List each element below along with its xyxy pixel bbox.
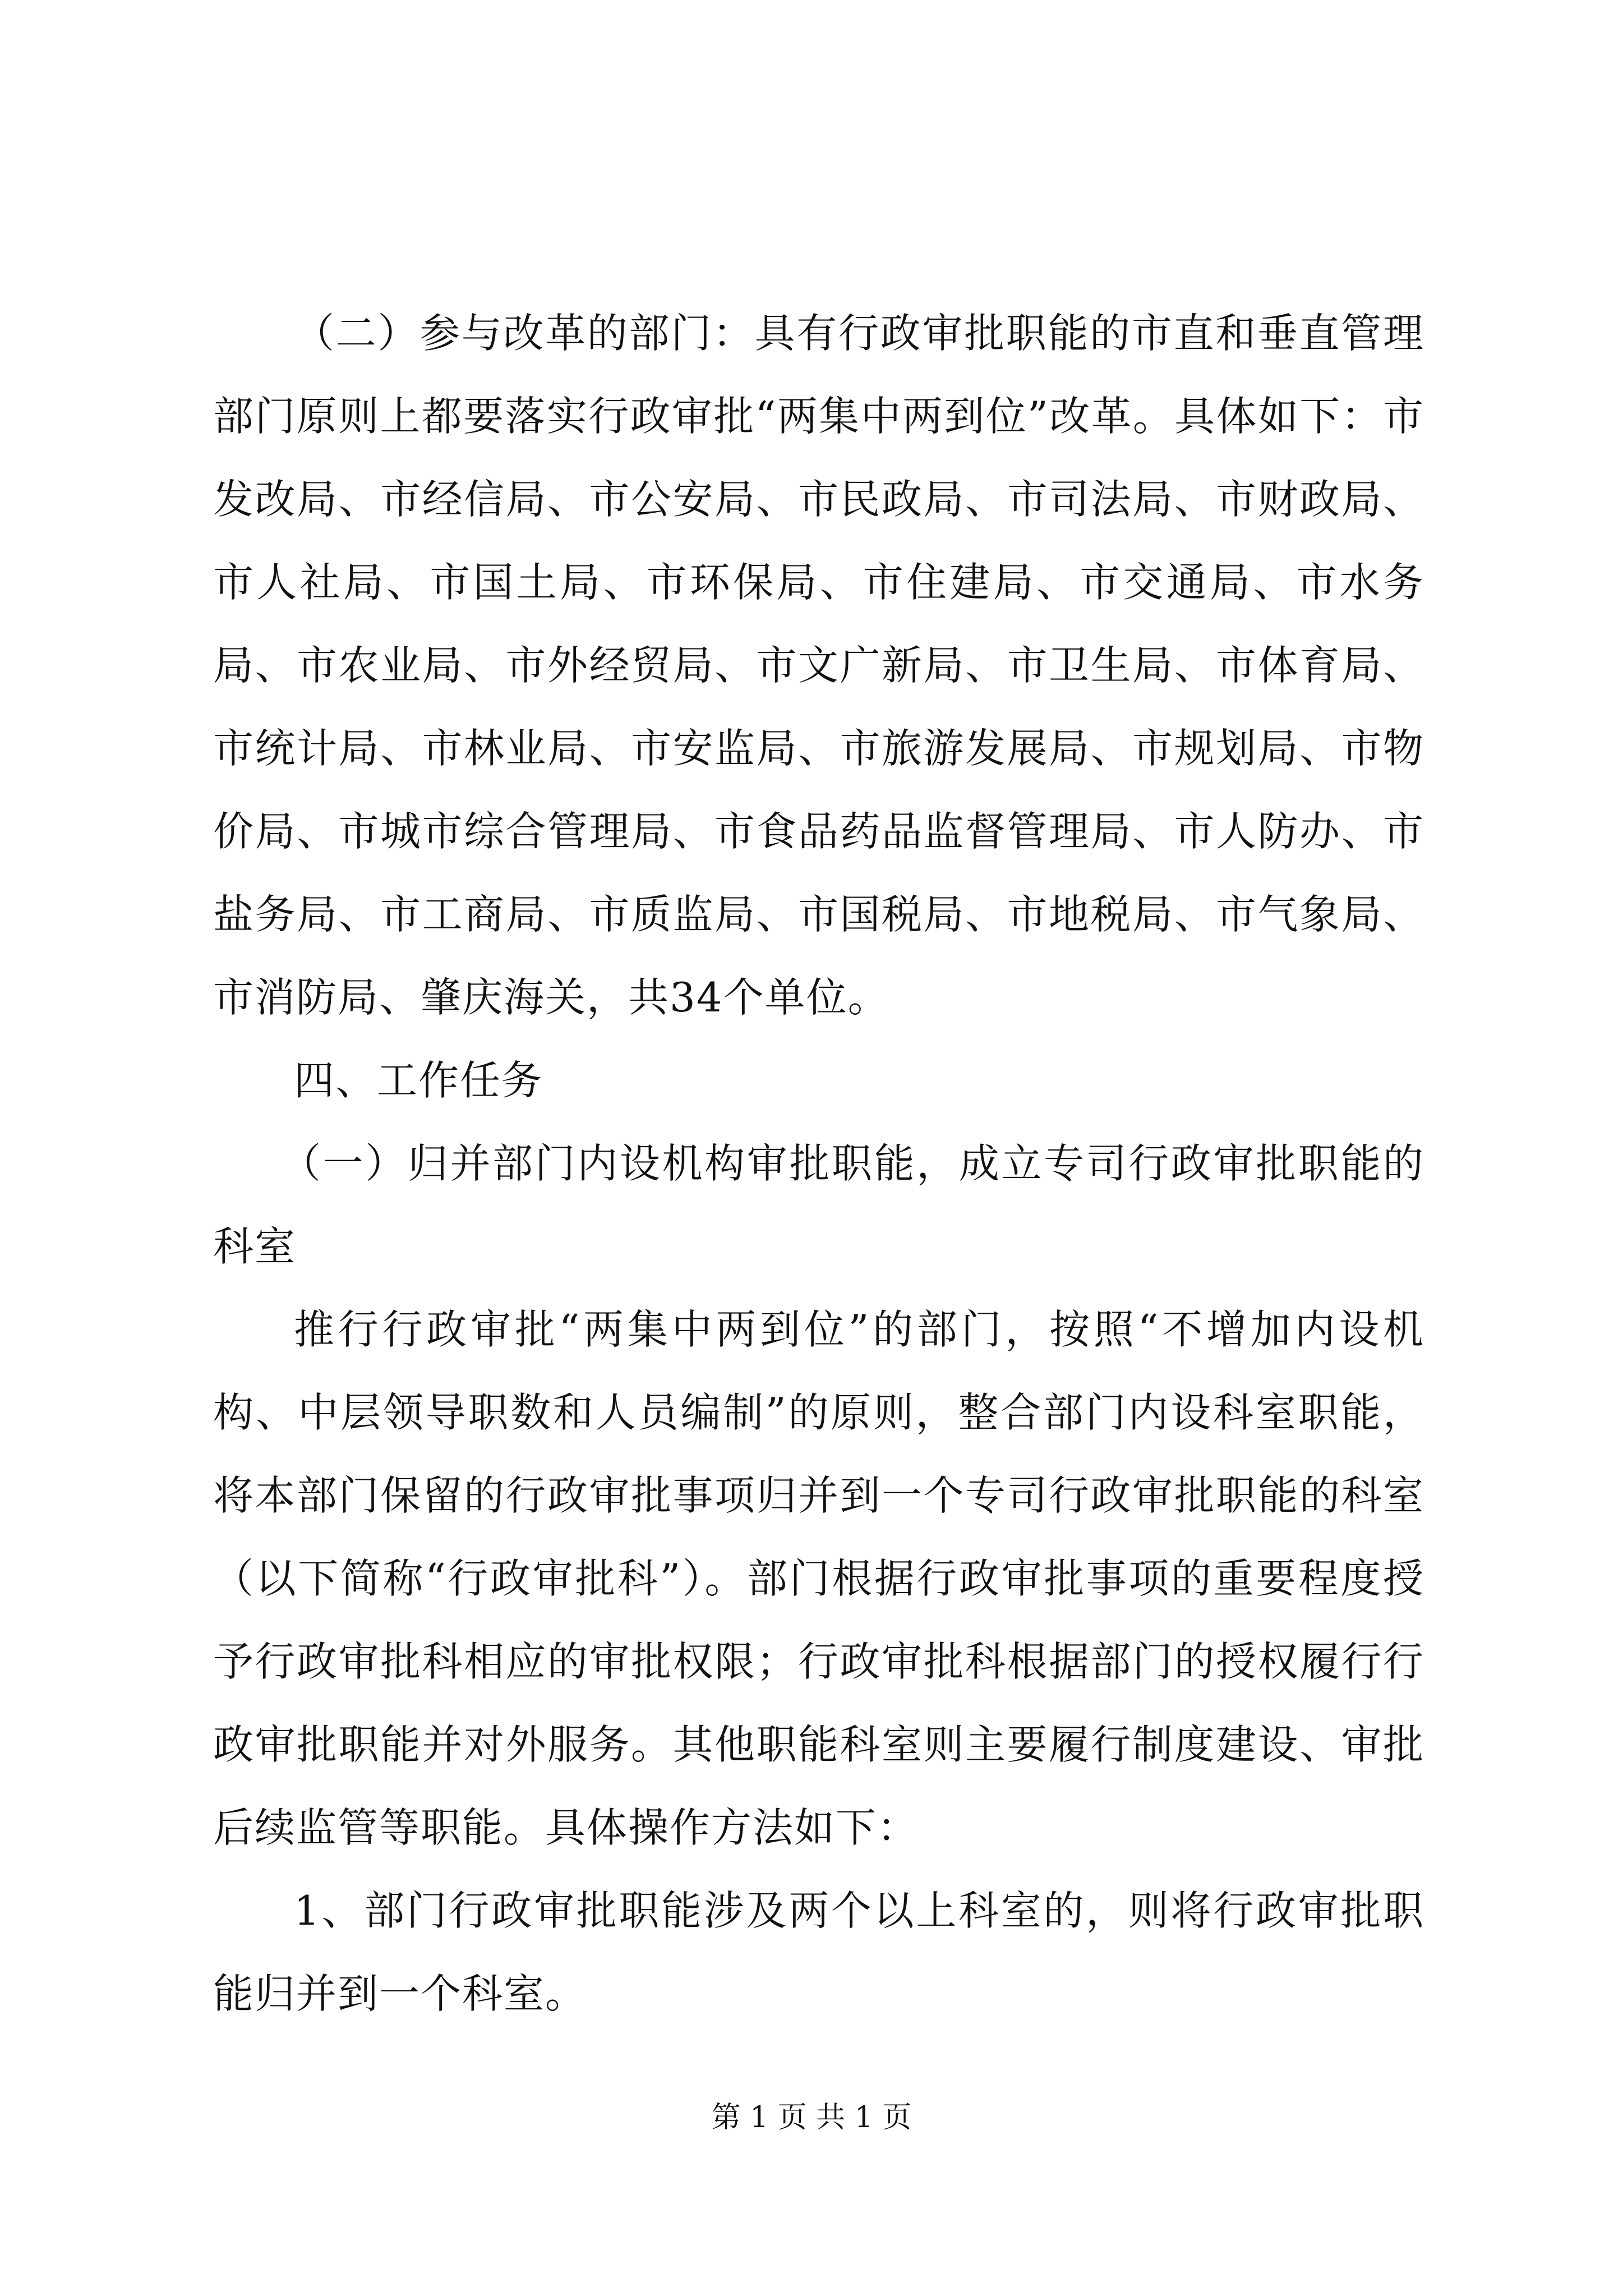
paragraph-departments: （二）参与改革的部门：具有行政审批职能的市直和垂直管理部门原则上都要落实行政审批“两集中两到位”改革。具体如下：市发改局、市经信局、市公安局、市民政局、市司法局、市财政局、市人社局、市国土局、市环保局、市住建局、市交通局、市水务局、市农业局、市外经贸局、市文广新局、市卫生局、市体育局、市统计局、市林业局、市安监局、市旅游发展局、市规划局、市物价局、市城市综合管理局、市食品药品监督管理局、市人防办、市盐务局、市工商局、市质监局、市国税局、市地税局、市气象局、市消防局、肇庆海关，共34个单位。 [213, 310, 1424, 1021]
page-footer [0, 2098, 1623, 2137]
section-heading-tasks: 四、工作任务 [294, 1057, 543, 1104]
document-body [213, 292, 1424, 2035]
paragraph-item-1: 1、部门行政审批职能涉及两个以上科室的，则将行政审批职能归并到一个科室。 [213, 1887, 1424, 2017]
subsection-heading-merge: （一）归并部门内设机构审批职能，成立专司行政审批职能的科室 [213, 1140, 1424, 1270]
paragraph-approval-section: 推行行政审批“两集中两到位”的部门，按照“不增加内设机构、中层领导职数和人员编制”的原则，整合部门内设科室职能，将本部门保留的行政审批事项归并到一个专司行政审批职能的科室（以下简称“行政审批科”）。部门根据行政审批事项的重要程度授予行政审批科相应的审批权限；行政审批科根据部门的授权履行行政审批职能并对外服务。其他职能科室则主要履行制度建设、审批后续监管等职能。具体操作方法如下： [213, 1306, 1424, 1851]
page-number: 第 1 页 共 1 页 [711, 2101, 912, 2134]
